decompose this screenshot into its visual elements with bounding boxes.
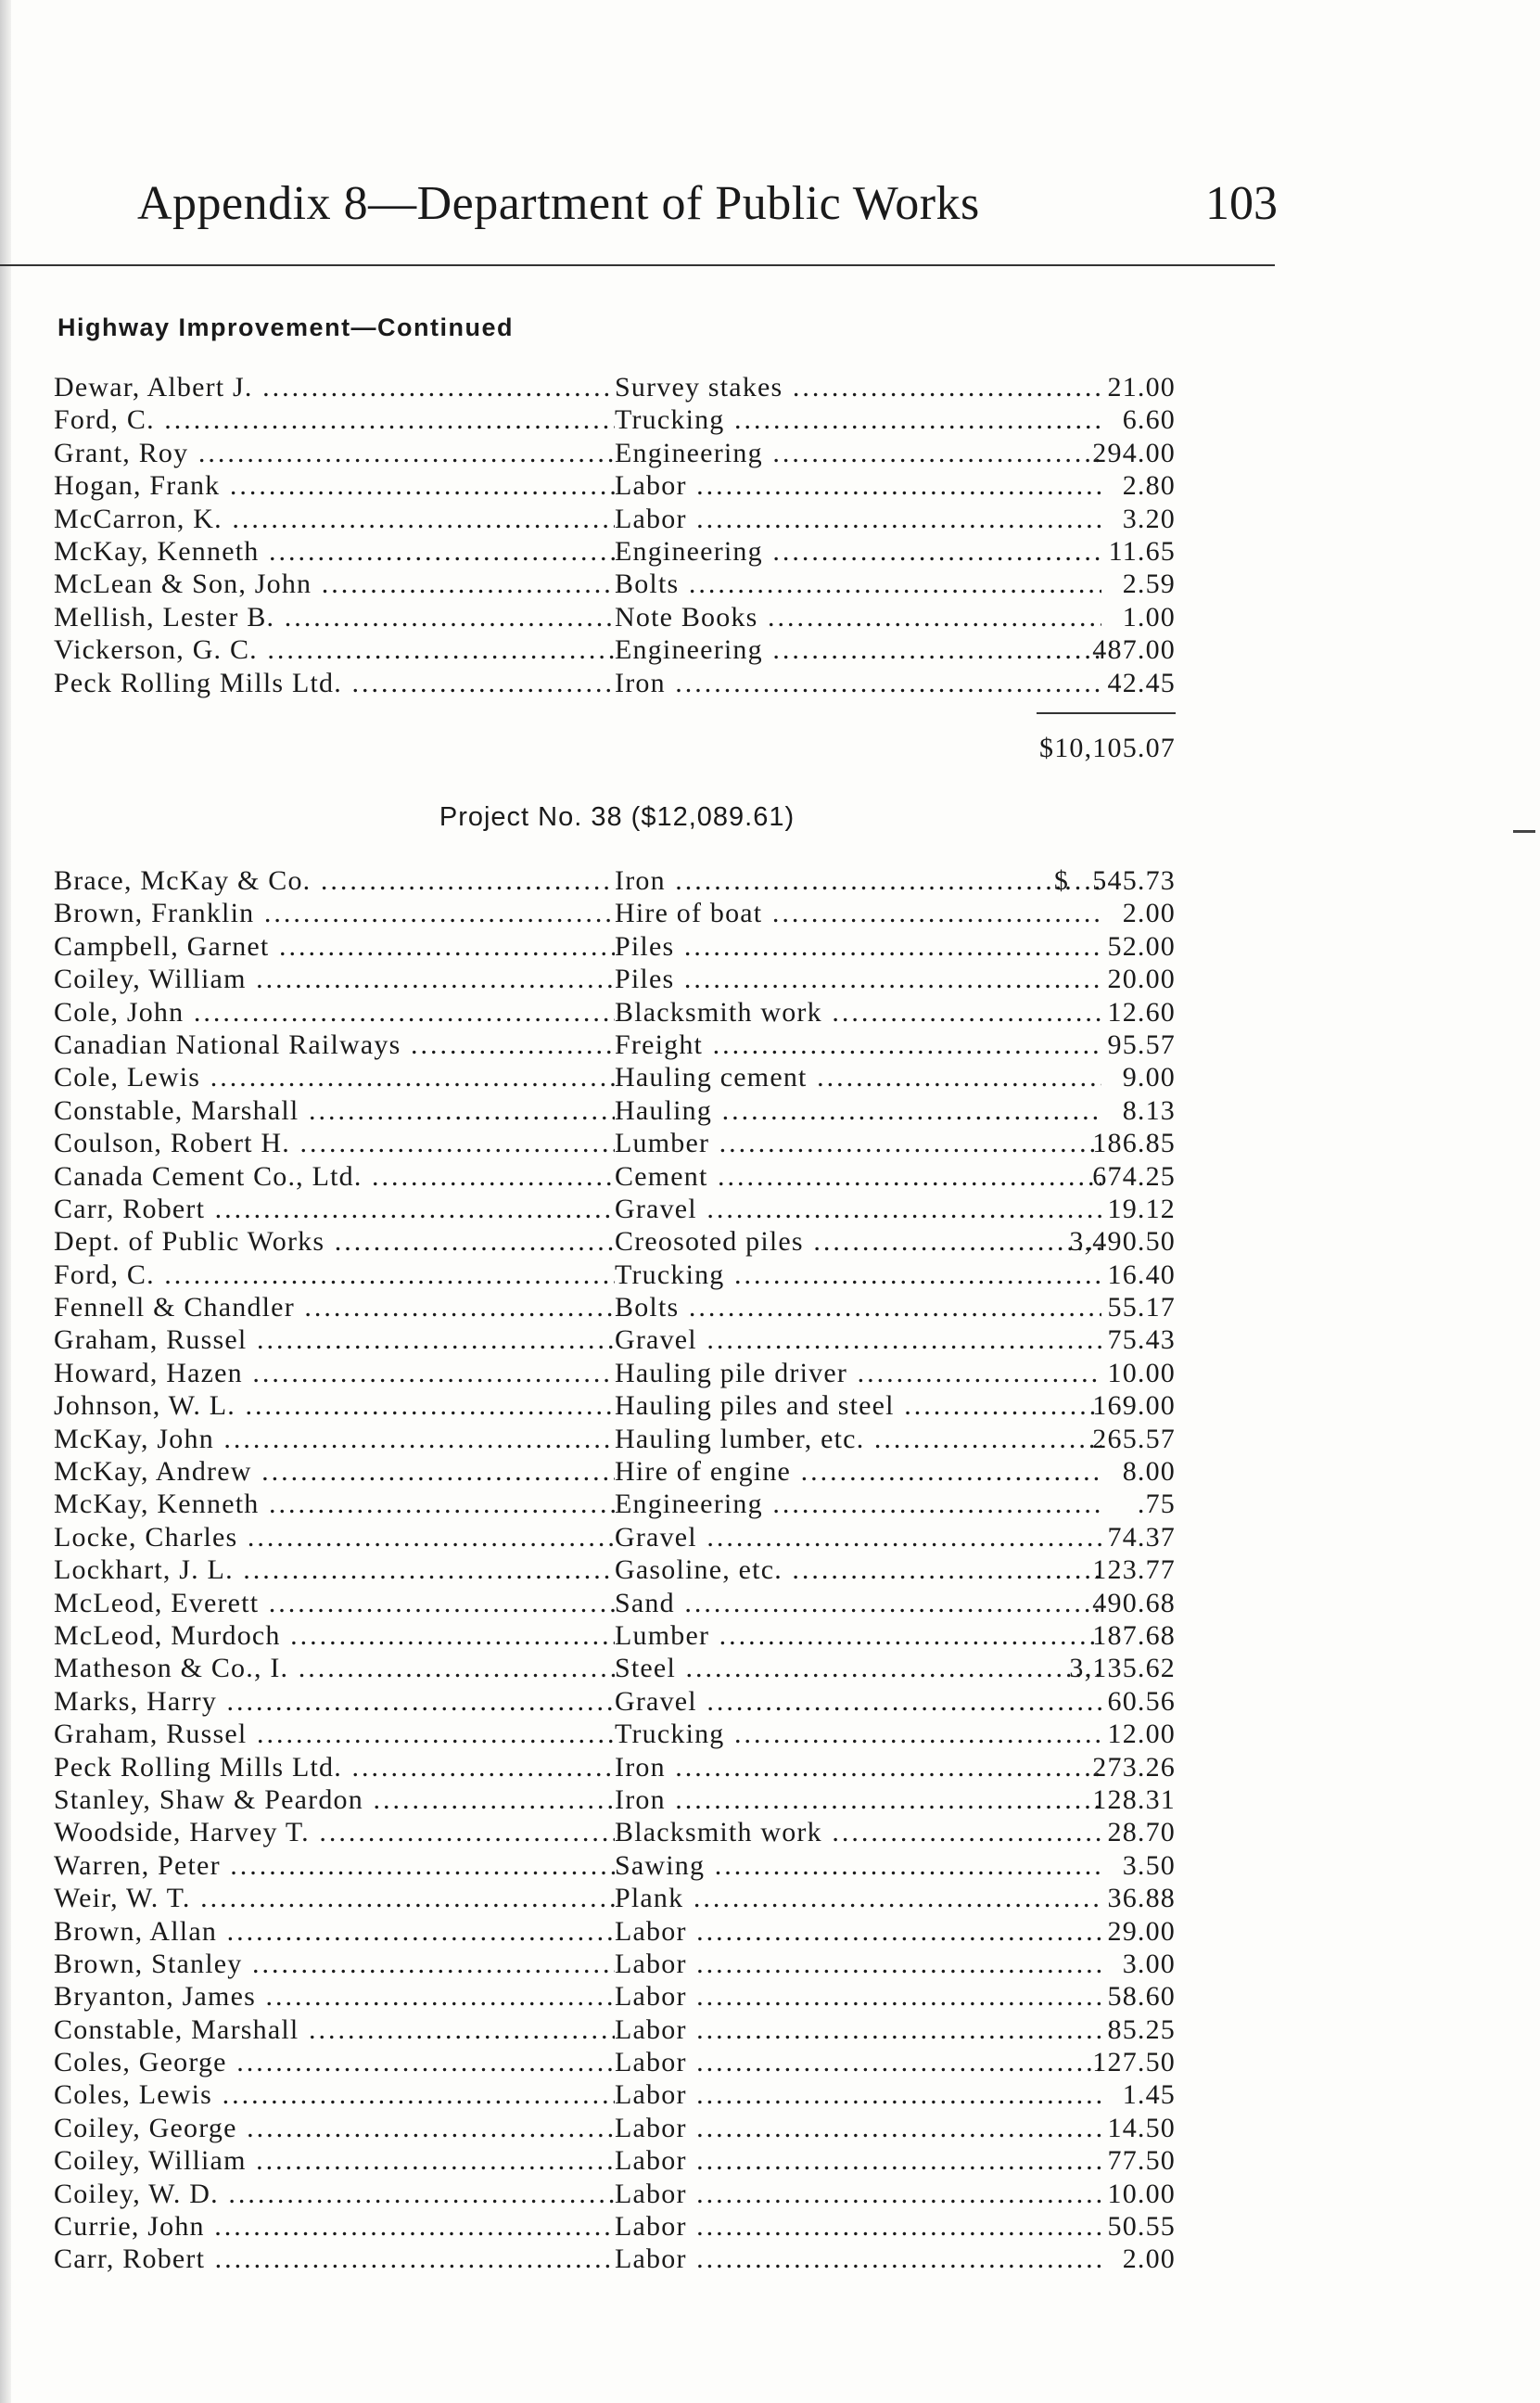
entry-amount: 12.00 (1107, 1719, 1176, 1750)
entry-amount: 169.00 (1092, 1390, 1176, 1422)
table-row (54, 371, 1176, 403)
entry-item: Labor ..... (615, 2144, 1101, 2177)
entry-name: Carr, Robert ..... (54, 2243, 615, 2275)
entry-name: Brace, McKay & Co. ..... (54, 864, 615, 897)
entry-name: Currie, John ..... (54, 2210, 615, 2243)
entry-amount: 2.00 (1122, 2243, 1176, 2275)
entry-item: Piles ..... (615, 930, 1101, 963)
entry-name: Coles, George ..... (54, 2046, 615, 2078)
entry-amount: 10.00 (1107, 1357, 1176, 1388)
entry-item: Iron ..... (615, 1751, 1101, 1783)
entry-amount: 50.55 (1107, 2211, 1176, 2243)
entry-item: Plank ..... (615, 1882, 1101, 1914)
continued-total: $10,105.07 (1039, 733, 1176, 763)
entry-name: McLeod, Murdoch ..... (54, 1619, 615, 1652)
project-entries-table (54, 864, 1176, 2276)
entry-amount: 85.25 (1107, 2013, 1176, 2045)
table-row (54, 1094, 1176, 1127)
entry-name: Constable, Marshall ..... (54, 1094, 615, 1127)
entry-item: Gasoline, etc. ..... (615, 1553, 1101, 1586)
table-row (54, 1587, 1176, 1619)
table-row (54, 2243, 1176, 2275)
page-number: 103 (1205, 177, 1278, 230)
entry-item: Note Books ..... (615, 601, 1101, 633)
entry-item: Hauling piles and steel ..... (615, 1389, 1101, 1422)
table-row (54, 897, 1176, 929)
entry-item: Labor ..... (615, 503, 1101, 535)
entry-amount: 6.60 (1122, 404, 1176, 436)
entry-name: McLean & Son, John ..... (54, 568, 615, 600)
entry-name: Graham, Russel ..... (54, 1718, 615, 1750)
continued-entries-table (54, 371, 1176, 699)
entry-amount: 58.60 (1107, 1981, 1176, 2013)
entry-amount: 19.12 (1107, 1193, 1176, 1224)
entry-item: Hire of boat ..... (615, 897, 1101, 929)
table-row (54, 2178, 1176, 2210)
table-row (54, 1816, 1176, 1848)
entry-amount: 3,490.50 (1069, 1226, 1176, 1258)
entry-item: Labor ..... (615, 2210, 1101, 2243)
table-row (54, 1980, 1176, 2013)
table-row (54, 1423, 1176, 1455)
project-heading-text: Project No. 38 ($12,089.61) (439, 802, 795, 832)
table-row (54, 535, 1176, 568)
table-row (54, 1029, 1176, 1061)
table-row (54, 469, 1176, 502)
currency-symbol: $ (1053, 865, 1070, 896)
entry-name: McKay, Kenneth ..... (54, 1488, 615, 1520)
entry-name: Howard, Hazen ..... (54, 1357, 615, 1389)
table-row (54, 1685, 1176, 1718)
entry-item: Engineering ..... (615, 437, 1101, 469)
entry-item: Trucking ..... (615, 1259, 1101, 1291)
entry-amount: 74.37 (1107, 1521, 1176, 1553)
total-rule (1037, 712, 1176, 714)
entry-amount: 16.40 (1107, 1259, 1176, 1290)
entry-name: Lockhart, J. L. ..... (54, 1553, 615, 1586)
entry-name: Canada Cement Co., Ltd. ..... (54, 1160, 615, 1193)
entry-name: Coiley, W. D. ..... (54, 2178, 615, 2210)
entry-item: Sawing ..... (615, 1849, 1101, 1882)
entry-item: Iron ..... (615, 1783, 1101, 1816)
entry-amount: 20.00 (1107, 964, 1176, 995)
entry-item: Labor ..... (615, 1948, 1101, 1980)
table-row (54, 667, 1176, 699)
entry-name: Ford, C. ..... (54, 403, 615, 436)
margin-mark (1513, 830, 1535, 833)
entry-name: Stanley, Shaw & Peardon ..... (54, 1783, 615, 1816)
entry-amount: 52.00 (1107, 930, 1176, 962)
section-heading: Highway Improvement—Continued (57, 313, 515, 341)
entry-name: Vickerson, G. C. ..... (54, 633, 615, 666)
entry-name: Peck Rolling Mills Ltd. ..... (54, 667, 615, 699)
entry-item: Labor ..... (615, 2046, 1101, 2078)
entry-name: McKay, Andrew ..... (54, 1455, 615, 1488)
table-row (54, 1488, 1176, 1520)
table-row (54, 1849, 1176, 1882)
entry-item: Trucking ..... (615, 403, 1101, 436)
entry-item: Hauling ..... (615, 1094, 1101, 1127)
entry-name: Coiley, William ..... (54, 2144, 615, 2177)
table-row (54, 568, 1176, 600)
entry-item: Blacksmith work ..... (615, 996, 1101, 1029)
table-row (54, 1193, 1176, 1225)
entry-amount: 21.00 (1107, 372, 1176, 403)
table-row (54, 1915, 1176, 1948)
entry-item: Gravel ..... (615, 1521, 1101, 1553)
table-row (54, 2112, 1176, 2144)
entry-amount: 487.00 (1092, 634, 1176, 666)
entry-name: McKay, Kenneth ..... (54, 535, 615, 568)
table-row (54, 2046, 1176, 2078)
table-row (54, 1225, 1176, 1258)
entry-name: Cole, John ..... (54, 996, 615, 1029)
entry-name: McCarron, K. ..... (54, 503, 615, 535)
entry-item: Labor ..... (615, 1915, 1101, 1948)
table-row (54, 601, 1176, 633)
entry-item: Engineering ..... (615, 633, 1101, 666)
entry-amount: 3.50 (1122, 1849, 1176, 1881)
entry-amount: 10.00 (1107, 2178, 1176, 2209)
table-row (54, 403, 1176, 436)
table-row (54, 963, 1176, 995)
table-row (54, 1521, 1176, 1553)
table-row (54, 1783, 1176, 1816)
entry-item: Creosoted piles ..... (615, 1225, 1101, 1258)
entry-amount: 265.57 (1092, 1423, 1176, 1454)
entry-amount: 75.43 (1107, 1324, 1176, 1356)
entry-item: Survey stakes ..... (615, 371, 1101, 403)
table-row (54, 1619, 1176, 1652)
entry-item: Labor ..... (615, 2243, 1101, 2275)
entry-item: Hauling lumber, etc. ..... (615, 1423, 1101, 1455)
entry-amount: 1.45 (1122, 2079, 1176, 2111)
table-row (54, 1948, 1176, 1980)
entry-amount: 273.26 (1092, 1751, 1176, 1783)
table-row (54, 1259, 1176, 1291)
entry-item: Piles ..... (615, 963, 1101, 995)
table-row (54, 1455, 1176, 1488)
entry-item: Bolts ..... (615, 1291, 1101, 1323)
entry-name: Carr, Robert ..... (54, 1193, 615, 1225)
entry-item: Engineering ..... (615, 1488, 1101, 1520)
entry-amount: 28.70 (1107, 1817, 1176, 1848)
entry-amount: 42.45 (1107, 667, 1176, 698)
entry-item: Bolts ..... (615, 568, 1101, 600)
table-row (54, 1323, 1176, 1356)
entry-name: Canadian National Railways ..... (54, 1029, 615, 1061)
entry-amount: 186.85 (1092, 1128, 1176, 1159)
entry-item: Lumber ..... (615, 1127, 1101, 1159)
entry-item: Blacksmith work ..... (615, 1816, 1101, 1848)
entry-name: Dewar, Albert J. ..... (54, 371, 615, 403)
entry-name: Fennell & Chandler ..... (54, 1291, 615, 1323)
entry-name: McKay, John ..... (54, 1423, 615, 1455)
entry-name: Woodside, Harvey T. ..... (54, 1816, 615, 1848)
entry-item: Engineering ..... (615, 535, 1101, 568)
entry-amount: 3.00 (1122, 1948, 1176, 1979)
entry-name: Johnson, W. L. ..... (54, 1389, 615, 1422)
entry-item: Gravel ..... (615, 1685, 1101, 1718)
entry-name: Coulson, Robert H. ..... (54, 1127, 615, 1159)
entry-amount: 2.80 (1122, 470, 1176, 502)
entry-name: Peck Rolling Mills Ltd. ..... (54, 1751, 615, 1783)
table-row (54, 1718, 1176, 1750)
entry-amount: 36.88 (1107, 1883, 1176, 1914)
entry-item: Steel ..... (615, 1652, 1101, 1684)
project-heading (0, 802, 1540, 833)
entry-name: Cole, Lewis ..... (54, 1061, 615, 1093)
entry-item: Labor ..... (615, 2078, 1101, 2111)
entry-item: Freight ..... (615, 1029, 1101, 1061)
entry-item: Gravel ..... (615, 1193, 1101, 1225)
table-row (54, 1357, 1176, 1389)
entry-name: Brown, Franklin ..... (54, 897, 615, 929)
entry-item: Labor ..... (615, 469, 1101, 502)
entry-amount: 3,135.62 (1069, 1653, 1176, 1684)
entry-amount: 8.13 (1122, 1094, 1176, 1126)
table-row (54, 1127, 1176, 1159)
entry-name: Hogan, Frank ..... (54, 469, 615, 502)
entry-item: Hauling cement ..... (615, 1061, 1101, 1093)
table-row (54, 1553, 1176, 1586)
entry-item: Iron ..... (615, 667, 1101, 699)
page-header (137, 176, 1278, 241)
entry-name: Coiley, George ..... (54, 2112, 615, 2144)
page-title: Appendix 8—Department of Public Works (137, 177, 980, 230)
entry-amount: 3.20 (1122, 503, 1176, 534)
entry-name: Brown, Allan ..... (54, 1915, 615, 1948)
entry-item: Cement ..... (615, 1160, 1101, 1193)
table-row (54, 930, 1176, 963)
entry-item: Hauling pile driver ..... (615, 1357, 1101, 1389)
entry-item: Lumber ..... (615, 1619, 1101, 1652)
table-row (54, 996, 1176, 1029)
entry-amount: 77.50 (1107, 2145, 1176, 2177)
table-row (54, 1160, 1176, 1193)
entry-amount: 95.57 (1107, 1029, 1176, 1060)
entry-name: Marks, Harry ..... (54, 1685, 615, 1718)
entry-item: Labor ..... (615, 2112, 1101, 2144)
entry-item: Trucking ..... (615, 1718, 1101, 1750)
entry-name: Graham, Russel ..... (54, 1323, 615, 1356)
entry-name: McLeod, Everett ..... (54, 1587, 615, 1619)
entry-amount: 187.68 (1092, 1619, 1176, 1651)
table-row (54, 1882, 1176, 1914)
table-row (54, 1061, 1176, 1093)
entry-amount: 490.68 (1092, 1587, 1176, 1618)
entry-name: Weir, W. T. ..... (54, 1882, 615, 1914)
entry-item: Gravel ..... (615, 1323, 1101, 1356)
entry-amount: 123.77 (1092, 1554, 1176, 1586)
entry-item: Labor ..... (615, 2178, 1101, 2210)
entry-amount: 8.00 (1122, 1456, 1176, 1488)
table-row (54, 633, 1176, 666)
entry-amount: 60.56 (1107, 1685, 1176, 1717)
table-row (54, 1751, 1176, 1783)
entry-amount: 9.00 (1122, 1062, 1176, 1093)
entry-amount: 545.73 (1092, 865, 1176, 896)
page-binding-edge (0, 0, 11, 2403)
table-row (54, 2013, 1176, 2046)
entry-name: Grant, Roy ..... (54, 437, 615, 469)
entry-name: Campbell, Garnet ..... (54, 930, 615, 963)
entry-name: Coiley, William ..... (54, 963, 615, 995)
entry-amount: 2.00 (1122, 898, 1176, 929)
entry-amount: 55.17 (1107, 1292, 1176, 1323)
entry-name: Bryanton, James ..... (54, 1980, 615, 2013)
entry-name: Coles, Lewis ..... (54, 2078, 615, 2111)
entry-name: Mellish, Lester B. ..... (54, 601, 615, 633)
entry-amount: 11.65 (1108, 535, 1176, 567)
entry-item: Iron ..... (615, 864, 1101, 897)
entry-amount: 29.00 (1107, 1915, 1176, 1947)
entry-name: Matheson & Co., I. ..... (54, 1652, 615, 1684)
entry-name: Warren, Peter ..... (54, 1849, 615, 1882)
entry-name: Dept. of Public Works ..... (54, 1225, 615, 1258)
entry-amount: 294.00 (1092, 437, 1176, 468)
entry-item: Labor ..... (615, 1980, 1101, 2013)
table-row (54, 1389, 1176, 1422)
entry-name: Locke, Charles ..... (54, 1521, 615, 1553)
table-row (54, 2210, 1176, 2243)
table-row (54, 2144, 1176, 2177)
entry-name: Ford, C. ..... (54, 1259, 615, 1291)
entry-item: Labor ..... (615, 2013, 1101, 2046)
entry-item: Hire of engine ..... (615, 1455, 1101, 1488)
entry-name: Constable, Marshall ..... (54, 2013, 615, 2046)
header-rule (0, 264, 1275, 266)
table-row (54, 1652, 1176, 1684)
table-row (54, 2078, 1176, 2111)
entry-amount: 128.31 (1092, 1783, 1176, 1815)
table-row (54, 864, 1176, 897)
entry-amount: 674.25 (1092, 1160, 1176, 1192)
entry-amount: 2.59 (1122, 569, 1176, 600)
table-row (54, 1291, 1176, 1323)
entry-amount: 14.50 (1107, 2112, 1176, 2143)
entry-amount: 1.00 (1122, 601, 1176, 633)
entry-amount: 12.60 (1107, 996, 1176, 1028)
table-row (54, 437, 1176, 469)
entry-amount: 127.50 (1092, 2047, 1176, 2078)
entry-item: Sand ..... (615, 1587, 1101, 1619)
entry-name: Brown, Stanley ..... (54, 1948, 615, 1980)
table-row (54, 503, 1176, 535)
entry-amount: .75 (1137, 1489, 1176, 1520)
